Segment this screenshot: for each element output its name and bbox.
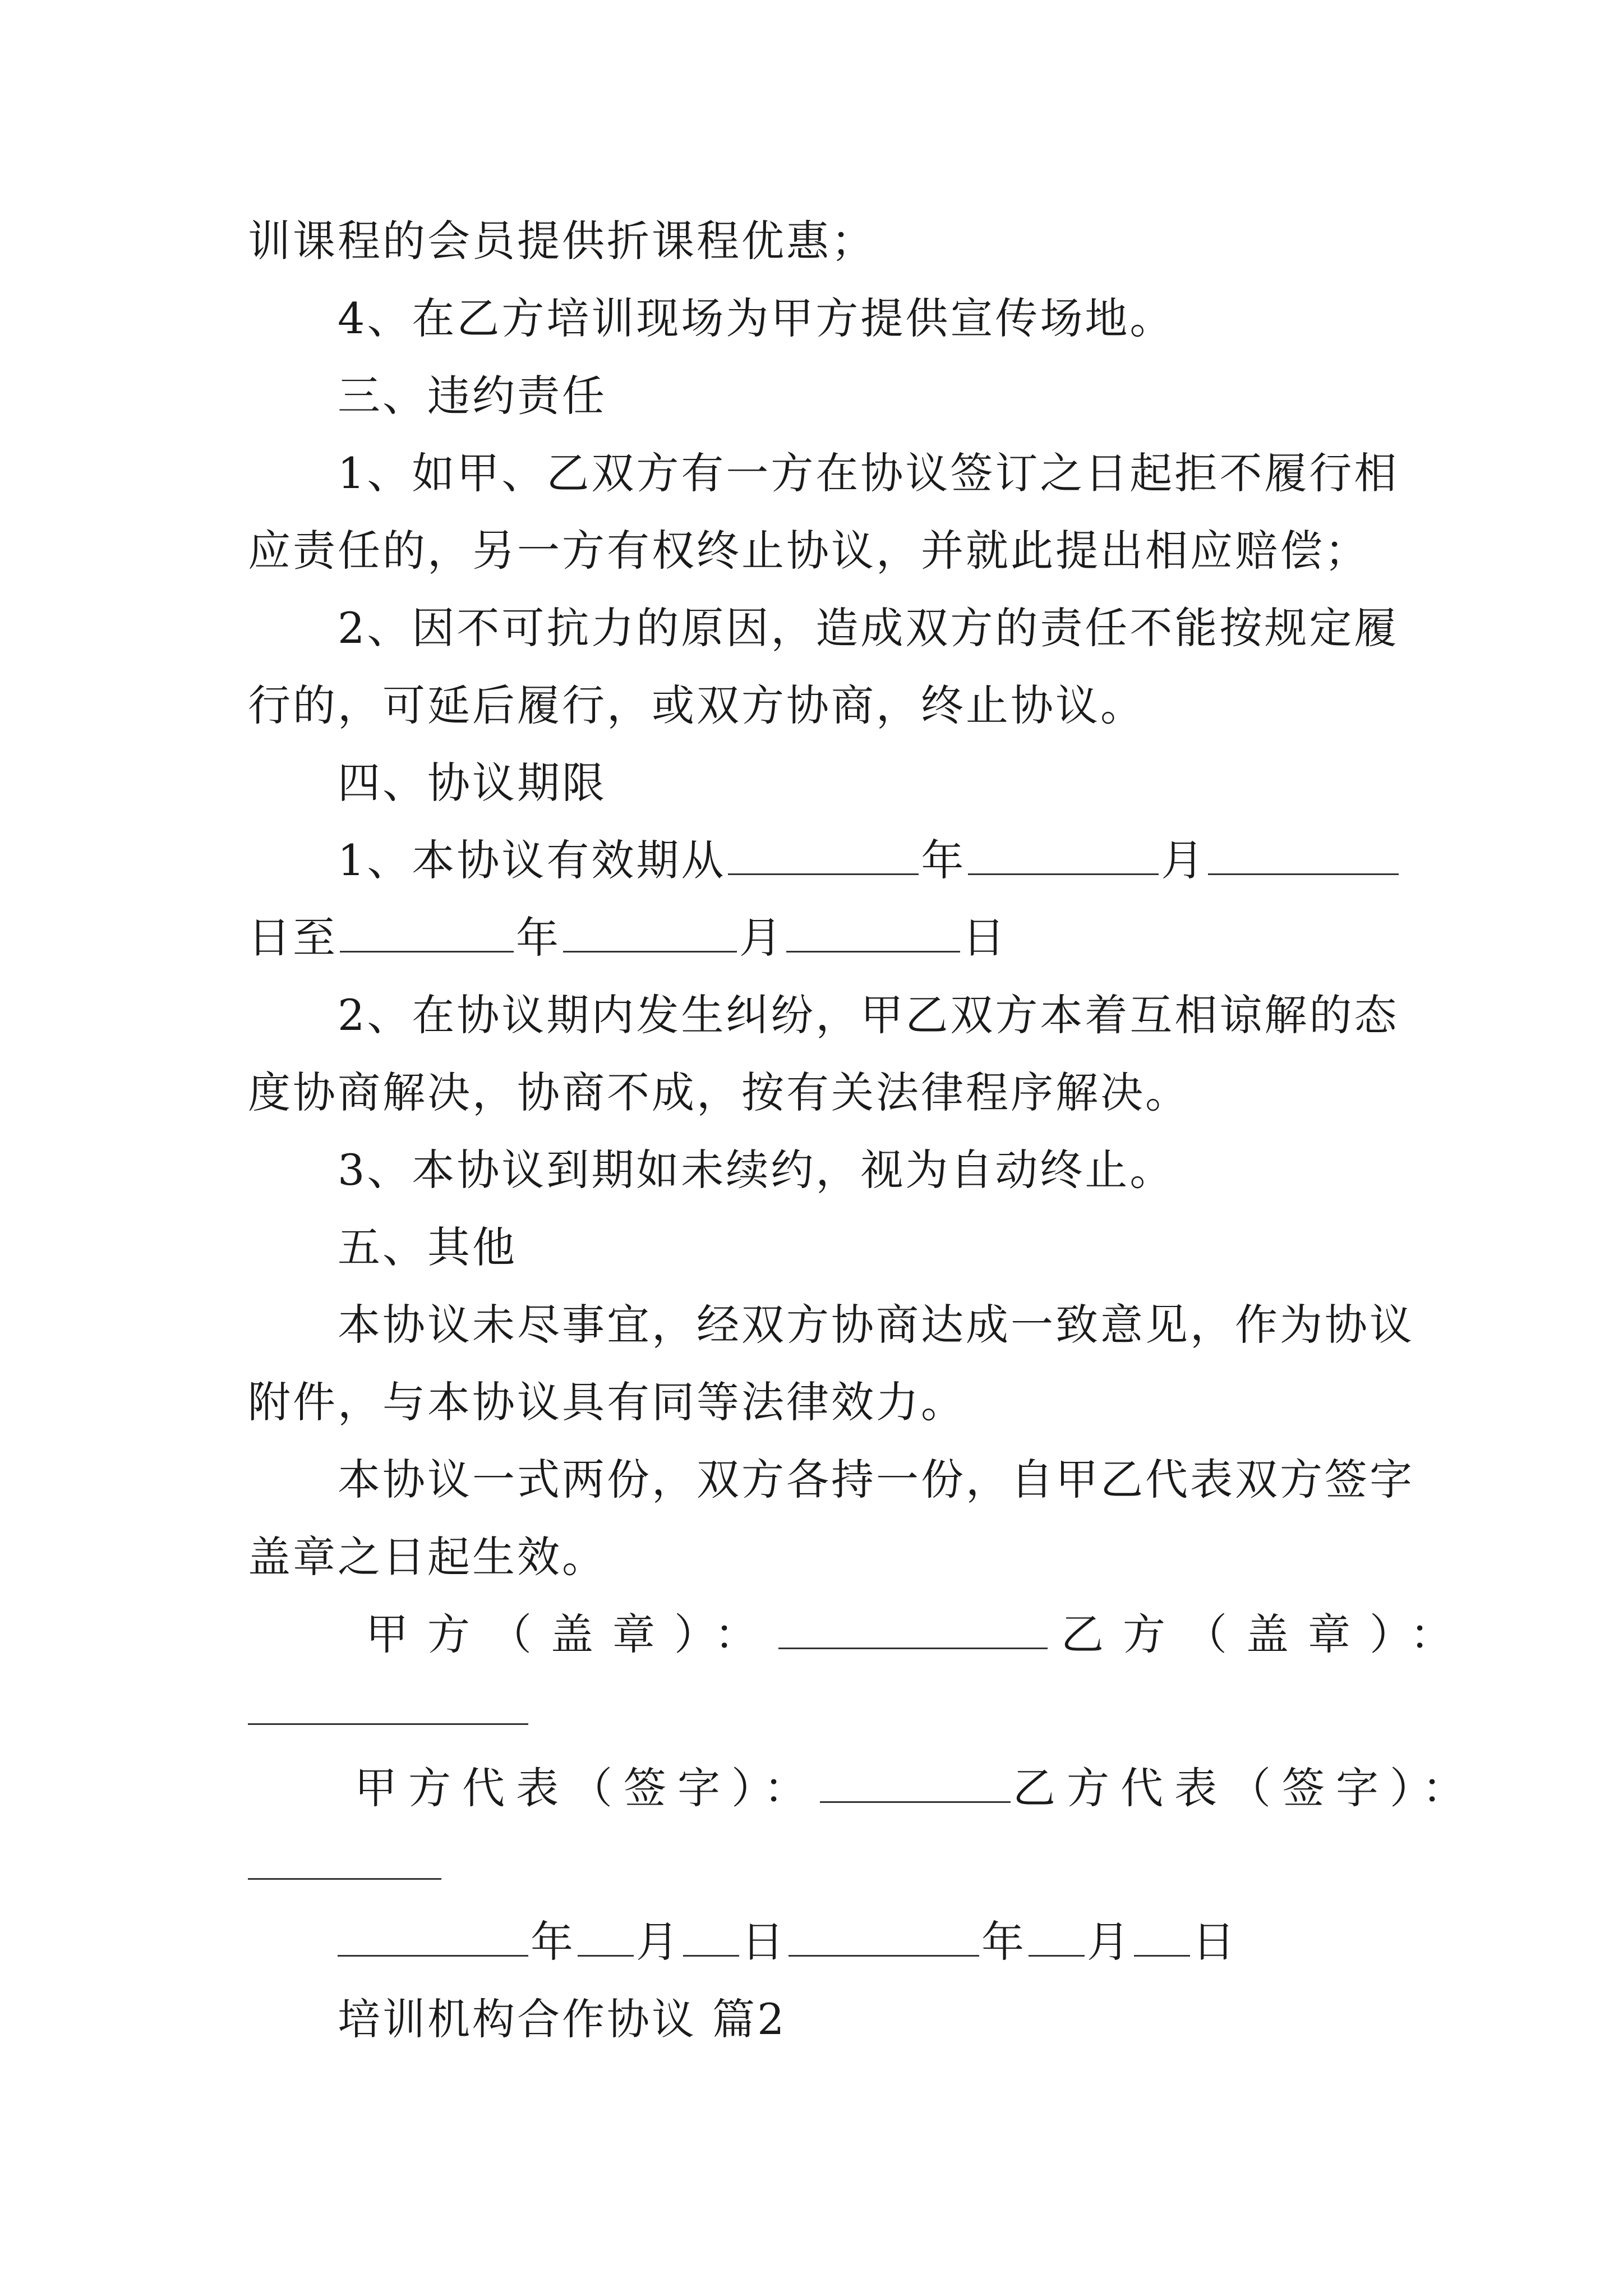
section-heading: 三、违约责任: [338, 371, 607, 421]
paragraph-line: 盖章之日起生效。: [248, 1532, 607, 1582]
validity-period-line: [338, 832, 1381, 889]
month-label: 月: [1161, 835, 1206, 885]
year-label: 年: [921, 835, 966, 885]
end-day-blank: [786, 916, 960, 953]
paragraph-line: 2、因不可抗力的原因，造成双方的责任不能按规定履: [338, 603, 1399, 653]
seal-line: [366, 1607, 1472, 1663]
party-a-seal-blank: [778, 1613, 1048, 1649]
paragraph-line: 训课程的会员提供折课程优惠；: [248, 216, 876, 266]
party-a-rep-blank: [820, 1766, 1011, 1803]
month-label: 月: [739, 913, 784, 963]
end-month-blank: [563, 916, 737, 953]
signature-date-line: [338, 1914, 1381, 1970]
validity-period-line: [248, 910, 1381, 966]
representative-line: [354, 1760, 1476, 1816]
paragraph-line: 3、本协议到期如未续约，视为自动终止。: [338, 1145, 1175, 1195]
paragraph-line: 应责任的，另一方有权终止协议，并就此提出相应赔偿；: [248, 526, 1370, 576]
validity-end-label: 日至: [248, 913, 338, 963]
start-month-blank: [968, 839, 1159, 875]
month-label: 月: [1087, 1917, 1132, 1967]
validity-start-label: 1、本协议有效期从: [338, 835, 726, 885]
start-year-blank: [728, 839, 919, 875]
day-label: 日: [962, 913, 1007, 963]
month-label: 月: [636, 1917, 681, 1967]
party-a-rep-label: 甲方代表（签字）：: [354, 1763, 818, 1813]
party-b-rep-blank: [248, 1878, 441, 1880]
party-a-seal-label: 甲方（盖章）：: [366, 1609, 776, 1659]
next-section-title: 培训机构合作协议 篇2: [338, 1994, 787, 2044]
party-b-seal-label: 乙方（盖章）：: [1061, 1609, 1472, 1659]
section-heading: 四、协议期限: [338, 758, 607, 808]
party-b-rep-label: 乙方代表（签字）：: [1013, 1763, 1476, 1813]
start-day-blank: [1208, 839, 1399, 875]
paragraph-line: 2、在协议期内发生纠纷，甲乙双方本着互相谅解的态: [338, 990, 1399, 1040]
year-label: 年: [516, 913, 561, 963]
paragraph-line: 本协议一式两份，双方各持一份，自甲乙代表双方签字: [338, 1455, 1414, 1504]
party-b-seal-blank: [248, 1723, 528, 1725]
party-b-day-blank: [1134, 1920, 1190, 1957]
day-label: 日: [1192, 1917, 1237, 1967]
paragraph-line: 1、如甲、乙双方有一方在协议签订之日起拒不履行相: [338, 448, 1399, 498]
party-b-year-blank: [789, 1920, 979, 1957]
party-a-month-blank: [578, 1920, 634, 1957]
party-a-day-blank: [683, 1920, 739, 1957]
party-b-month-blank: [1029, 1920, 1085, 1957]
end-year-blank: [340, 916, 514, 953]
year-label: 年: [531, 1917, 575, 1967]
paragraph-line: 4、在乙方培训现场为甲方提供宣传场地。: [338, 293, 1175, 343]
paragraph-line: 度协商解决，协商不成，按有关法律程序解决。: [248, 1068, 1190, 1117]
party-a-year-blank: [338, 1920, 528, 1957]
paragraph-line: 本协议未尽事宜，经双方协商达成一致意见，作为协议: [338, 1300, 1414, 1350]
day-label: 日: [741, 1917, 786, 1967]
paragraph-line: 行的，可延后履行，或双方协商，终止协议。: [248, 680, 1145, 730]
paragraph-line: 附件，与本协议具有同等法律效力。: [248, 1377, 966, 1427]
section-heading: 五、其他: [338, 1222, 517, 1272]
year-label: 年: [981, 1917, 1026, 1967]
